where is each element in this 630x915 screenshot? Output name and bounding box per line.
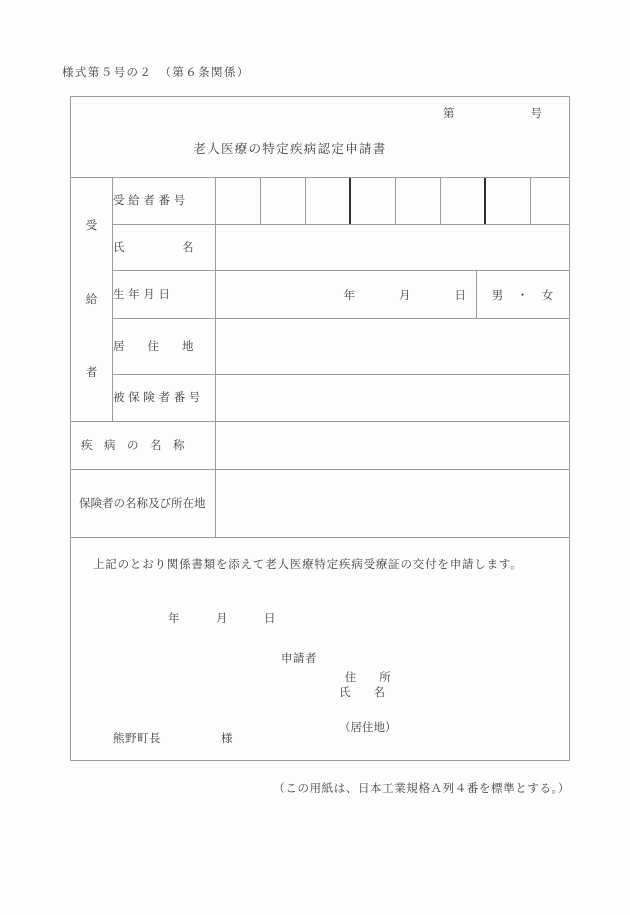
label-recipient-number: 受 給 者 番 号 bbox=[113, 178, 216, 225]
applicant-residence-label: （居住地） bbox=[339, 720, 397, 735]
vertical-label-recipient bbox=[71, 178, 113, 422]
birthdate-day-unit: 日 bbox=[454, 287, 466, 302]
field-insured-number[interactable] bbox=[216, 375, 570, 422]
birthdate-units bbox=[344, 287, 477, 303]
table-row-disease-name bbox=[71, 422, 570, 470]
applicant-label: 申請者 bbox=[281, 651, 317, 665]
recipient-number-box-4[interactable] bbox=[351, 178, 396, 224]
label-insured-number: 被 保 険 者 番 号 bbox=[113, 375, 216, 422]
vertical-label-char-1: 受 bbox=[85, 218, 98, 233]
recipient-number-box-6[interactable] bbox=[441, 178, 486, 224]
label-residence: 居 住 地 bbox=[113, 319, 216, 375]
field-recipient-number[interactable] bbox=[216, 178, 570, 225]
recipient-number-tail-space bbox=[531, 178, 569, 224]
field-birthdate[interactable] bbox=[216, 271, 570, 319]
table-row-residence bbox=[71, 319, 570, 375]
recipient-number-box-5[interactable] bbox=[396, 178, 441, 224]
applicant-name-label: 氏 名 bbox=[339, 685, 385, 699]
application-form-table bbox=[70, 96, 570, 761]
birthdate-year-unit: 年 bbox=[343, 287, 355, 302]
table-row-statement bbox=[71, 538, 570, 761]
vertical-label-char-2: 給 bbox=[85, 291, 98, 306]
field-sex[interactable]: 男 ・ 女 bbox=[476, 271, 569, 318]
field-disease-name[interactable] bbox=[216, 422, 570, 470]
birthdate-month-unit: 月 bbox=[399, 287, 411, 302]
document-number-label: 第 号 bbox=[443, 106, 543, 120]
addressee-line: 熊野町長 様 bbox=[113, 731, 233, 745]
field-residence[interactable] bbox=[216, 319, 570, 375]
title-cell bbox=[71, 97, 570, 178]
label-birthdate: 生 年 月 日 bbox=[113, 271, 216, 319]
table-row-insurer bbox=[71, 470, 570, 538]
paper-size-footnote: （この用紙は、日本工業規格Ａ列４番を標準とする。） bbox=[273, 781, 570, 795]
form-number-header: 様式第５号の２ （第６条関係） bbox=[62, 65, 250, 79]
table-row-birthdate bbox=[71, 271, 570, 319]
applicant-address-block bbox=[339, 636, 397, 769]
table-row-insured-number bbox=[71, 375, 570, 422]
field-insurer[interactable] bbox=[216, 470, 570, 538]
table-row-name bbox=[71, 225, 570, 271]
table-row-title bbox=[71, 97, 570, 178]
recipient-number-box-7[interactable] bbox=[486, 178, 531, 224]
field-name[interactable] bbox=[216, 225, 570, 271]
page-title: 老人医療の特定疾病認定申請書 bbox=[193, 141, 387, 156]
application-date-line[interactable]: 年 月 日 bbox=[168, 611, 276, 625]
label-name: 氏 名 bbox=[113, 225, 216, 271]
table-row-recipient-number bbox=[71, 178, 570, 225]
label-disease-name: 疾 病 の 名 称 bbox=[71, 422, 216, 470]
recipient-number-boxes bbox=[216, 178, 569, 224]
recipient-number-box-1[interactable] bbox=[216, 178, 261, 224]
statement-text: 上記のとおり関係書類を添えて老人医療特定疾病受療証の交付を申請します。 bbox=[93, 557, 523, 571]
recipient-number-box-3[interactable] bbox=[306, 178, 351, 224]
label-insurer: 保険者の名称及び所在地 bbox=[71, 470, 216, 538]
vertical-label-char-3: 者 bbox=[85, 365, 98, 380]
recipient-number-box-2[interactable] bbox=[261, 178, 306, 224]
statement-cell bbox=[71, 538, 570, 761]
applicant-address-label: 住 所 bbox=[344, 670, 391, 685]
